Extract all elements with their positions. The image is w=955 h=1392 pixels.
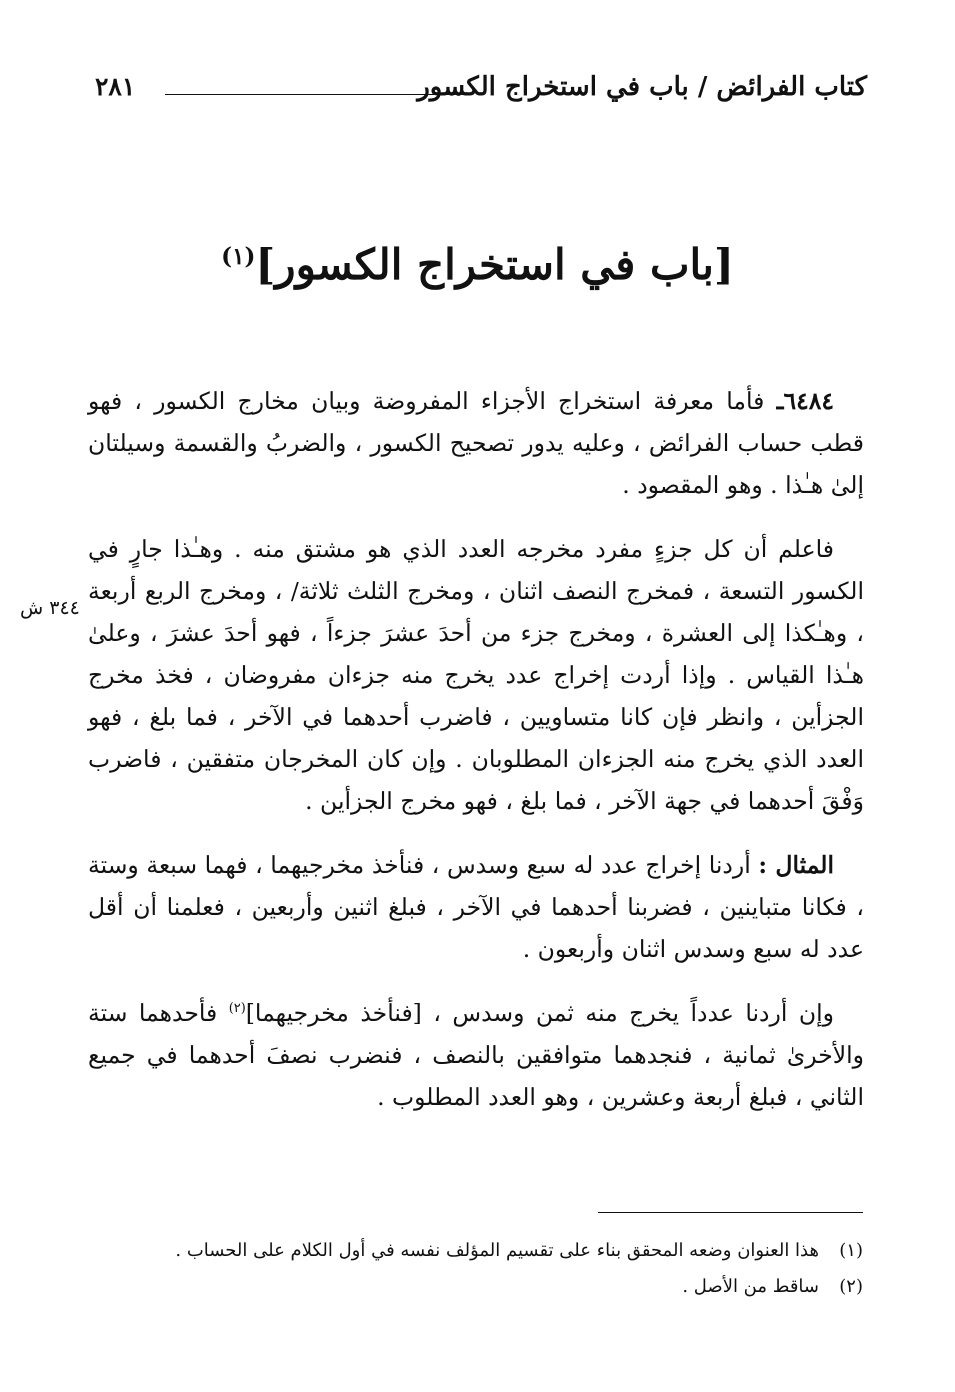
footnote-number: (٢) <box>839 1276 863 1297</box>
body-text <box>88 380 864 1140</box>
paragraph-number: ٦٤٨٤ـ <box>776 387 834 415</box>
header-rule <box>165 94 465 95</box>
paragraph-1 <box>88 380 864 506</box>
chapter-title-text: [باب في استخراج الكسور] <box>255 240 734 289</box>
footnote-divider <box>598 1212 863 1213</box>
page-number: ٢٨١ <box>95 72 136 101</box>
paragraph-2-text: فاعلم أن كل جزءٍ مفرد مخرجه العدد الذي هو مشتق منه . وهـٰذا جارٍ في الكسور التسعة ، فمخرج النصف اثنان ، ومخرج الثلث ثلاثة/ ، ومخرج الربع أربعة ، وهـٰكذا إلى العشرة ، ومخرج جزء من أحدَ عشرَ جزءاً ، فهو أحدَ عشرَ ، وعلىٰ هـٰذا القياس . وإذا أردت إخراج عدد يخرج منه جزءان مفروضان ، فخذ مخرج الجزأين ، وانظر فإن كانا متساويين ، فاضرب أحدهما في الآخر ، فما بلغ ، فهو العدد الذي يخرج منه الجزءان المطلوبان . وإن كان المخرجان متفقين ، فاضرب وَفْقَ أحدهما في جهة الآخر ، فما بلغ ، فهو مخرج الجزأين . <box>88 535 864 815</box>
paragraph-4-text-a: وإن أردنا عدداً يخرج منه ثمن وسدس ، [فنأخذ مخرجيهما] <box>245 999 834 1027</box>
paragraph-2 <box>88 528 864 822</box>
margin-note: ٣٤٤ ش <box>20 597 80 619</box>
footnote-text: ساقط من الأصل . <box>682 1276 819 1297</box>
example-label: المثال : <box>758 851 834 879</box>
paragraph-1-text: فأما معرفة استخراج الأجزاء المفروضة وبيان مخارج الكسور ، فهو قطب حساب الفرائض ، وعليه يدور تصحيح الكسور ، والضربُ والقسمة وسيلتان إلىٰ هـٰذا . وهو المقصود . <box>88 387 864 499</box>
chapter-footnote-ref: (١) <box>221 243 256 270</box>
chapter-title <box>0 240 955 289</box>
footnote-ref-2: (٢) <box>228 1001 246 1017</box>
running-header <box>95 72 867 116</box>
footnote-text: هذا العنوان وضعه المحقق بناء على تقسيم المؤلف نفسه في أول الكلام على الحساب . <box>175 1240 819 1261</box>
paragraph-3-text: أردنا إخراج عدد له سبع وسدس ، فنأخذ مخرجيهما ، فهما سبعة وستة ، فكانا متباينين ، فضربنا أحدهما في الآخر ، فبلغ اثنين وأربعين ، فعلمنا أن أقل عدد له سبع وسدس اثنان وأربعون . <box>88 851 864 963</box>
footnote-2 <box>91 1269 863 1305</box>
paragraph-3 <box>88 844 864 970</box>
paragraph-4 <box>88 992 864 1118</box>
footnote-number: (١) <box>839 1240 863 1261</box>
paragraph-4-text-b: فأحدهما ستة والأخرىٰ ثمانية ، فنجدهما متوافقين بالنصف ، فنضرب نصفَ أحدهما في جميع الثاني ، فبلغ أربعة وعشرين ، وهو العدد المطلوب . <box>88 999 864 1111</box>
footnote-1 <box>91 1233 863 1269</box>
header-title: كتاب الفرائض / باب في استخراج الكسور <box>417 72 867 102</box>
footnotes <box>91 1233 863 1305</box>
